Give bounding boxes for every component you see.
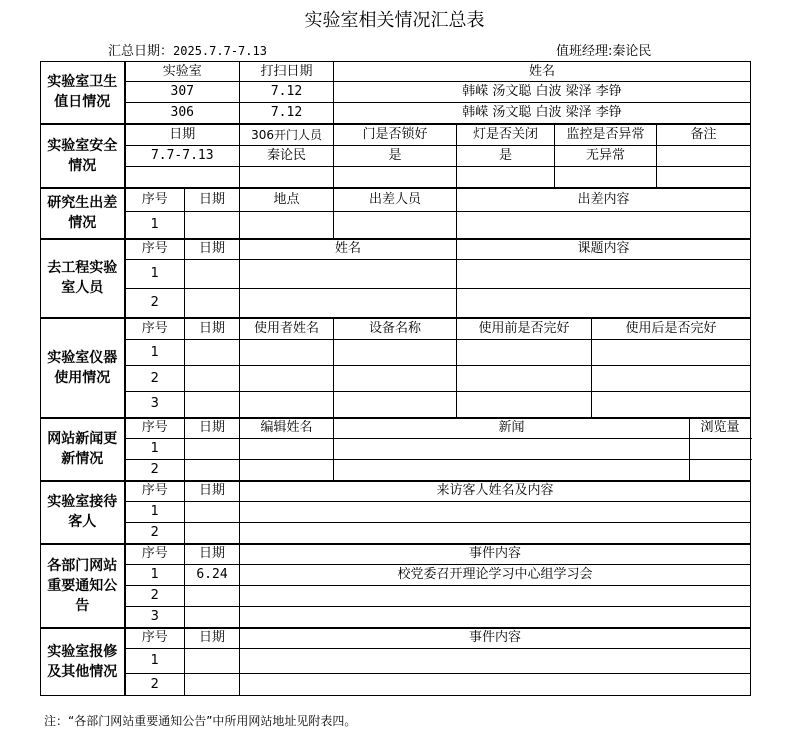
header-cell: 姓名 xyxy=(240,239,457,260)
header-cell: 序号 xyxy=(125,481,185,502)
table-row xyxy=(41,212,751,239)
index-cell: 2 xyxy=(125,460,185,481)
header-cell: 事件内容 xyxy=(240,544,751,565)
names-cell: 韩嵘 汤文聪 白波 梁泽 李铮 xyxy=(334,82,751,103)
table-row xyxy=(41,565,751,586)
index-cell: 2 xyxy=(125,674,185,696)
camera-cell: 无异常 xyxy=(555,146,657,167)
header-cell: 序号 xyxy=(125,418,185,439)
summary-date xyxy=(108,40,267,59)
header-cell: 姓名 xyxy=(334,62,751,82)
header-cell: 使用者姓名 xyxy=(240,318,334,340)
header-cell: 306开门人员 xyxy=(240,124,334,146)
table-row xyxy=(41,82,751,103)
table-row xyxy=(41,260,751,289)
summary-date-value: 2025.7.7-7.13 xyxy=(173,44,267,58)
header-cell: 使用前是否完好 xyxy=(457,318,592,340)
lab-cell: 306 xyxy=(125,103,240,124)
section-title-engineering: 去工程实验室人员 xyxy=(41,239,125,318)
header-cell: 事件内容 xyxy=(240,628,751,649)
header-cell: 新闻 xyxy=(334,418,690,439)
s9-header-row xyxy=(41,628,751,649)
table-row xyxy=(41,586,751,607)
header-cell: 序号 xyxy=(125,544,185,565)
header-cell: 设备名称 xyxy=(334,318,457,340)
header-cell: 日期 xyxy=(185,239,240,260)
table-row xyxy=(41,103,751,124)
s1-header-row xyxy=(41,62,751,82)
s4-header-row xyxy=(41,239,751,260)
section-title-safety: 实验室安全情况 xyxy=(41,124,125,188)
table-row xyxy=(41,674,751,696)
header-cell: 打扫日期 xyxy=(240,62,334,82)
index-cell: 2 xyxy=(125,586,185,607)
duty-manager-label: 值班经理: xyxy=(556,44,613,59)
table-row xyxy=(41,502,751,523)
page-title: 实验室相关情况汇总表 xyxy=(304,10,485,31)
s7-header-row xyxy=(41,481,751,502)
section-title-visitors: 实验室接待客人 xyxy=(41,481,125,544)
header-cell: 灯是否关闭 xyxy=(457,124,555,146)
index-cell: 1 xyxy=(125,340,185,366)
names-cell: 韩嵘 汤文聪 白波 梁泽 李铮 xyxy=(334,103,751,124)
header-cell: 日期 xyxy=(185,418,240,439)
table-row xyxy=(41,146,751,167)
header-cell: 日期 xyxy=(185,544,240,565)
s3-header-row xyxy=(41,188,751,212)
header-cell: 日期 xyxy=(185,188,240,212)
duty-manager xyxy=(556,40,651,59)
remark-cell xyxy=(657,146,751,167)
header-cell: 实验室 xyxy=(125,62,240,82)
opener-cell: 秦论民 xyxy=(240,146,334,167)
header-cell: 课题内容 xyxy=(457,239,751,260)
header-cell: 门是否锁好 xyxy=(334,124,457,146)
date-cell: 7.12 xyxy=(240,103,334,124)
section-title-notices: 各部门网站重要通知公告 xyxy=(41,544,125,628)
event-cell: 校党委召开理论学习中心组学习会 xyxy=(240,565,751,586)
summary-date-label: 汇总日期： xyxy=(108,44,174,59)
header-cell: 地点 xyxy=(240,188,334,212)
index-cell: 1 xyxy=(125,565,185,586)
door-cell: 是 xyxy=(334,146,457,167)
header-cell: 来访客人姓名及内容 xyxy=(240,481,751,502)
index-cell: 3 xyxy=(125,392,185,418)
duty-manager-value: 秦论民 xyxy=(612,44,652,59)
table-row xyxy=(41,649,751,674)
header-cell: 日期 xyxy=(185,628,240,649)
date-cell: 7.12 xyxy=(240,82,334,103)
table-row xyxy=(41,366,751,392)
table-row xyxy=(41,523,751,544)
index-cell: 1 xyxy=(125,502,185,523)
table-row xyxy=(41,392,751,418)
header-cell: 浏览量 xyxy=(690,418,751,439)
section-title-instruments: 实验室仪器使用情况 xyxy=(41,318,125,418)
summary-table xyxy=(40,61,751,696)
table-row xyxy=(41,340,751,366)
date-cell: 6.24 xyxy=(185,565,240,586)
index-cell: 3 xyxy=(125,607,185,628)
index-cell: 1 xyxy=(125,649,185,674)
section-title-hygiene: 实验室卫生值日情况 xyxy=(41,62,125,124)
header-cell: 监控是否异常 xyxy=(555,124,657,146)
table-row xyxy=(41,460,751,481)
index-cell: 1 xyxy=(125,439,185,460)
header-cell: 编辑姓名 xyxy=(240,418,334,439)
lab-cell: 307 xyxy=(125,82,240,103)
index-cell: 2 xyxy=(125,366,185,392)
header-cell: 序号 xyxy=(125,628,185,649)
header-cell: 使用后是否完好 xyxy=(592,318,751,340)
s6-header-row xyxy=(41,418,751,439)
header-cell: 序号 xyxy=(125,239,185,260)
header-cell: 备注 xyxy=(657,124,751,146)
header-cell: 日期 xyxy=(125,124,240,146)
header-cell: 序号 xyxy=(125,188,185,212)
index-cell: 1 xyxy=(125,260,185,289)
header-cell: 序号 xyxy=(125,318,185,340)
table-row xyxy=(41,167,751,188)
table-row xyxy=(41,607,751,628)
table-row xyxy=(41,289,751,318)
s2-header-row xyxy=(41,124,751,146)
s5-header-row xyxy=(41,318,751,340)
section-title-trips: 研究生出差情况 xyxy=(41,188,125,239)
light-cell: 是 xyxy=(457,146,555,167)
header-cell: 出差内容 xyxy=(457,188,751,212)
index-cell: 2 xyxy=(125,523,185,544)
footnote: 注：“各部门网站重要通知公告”中所用网站地址见附表四。 xyxy=(44,714,357,728)
s8-header-row xyxy=(41,544,751,565)
index-cell: 1 xyxy=(125,212,185,239)
header-cell: 日期 xyxy=(185,481,240,502)
header-cell: 日期 xyxy=(185,318,240,340)
section-title-news: 网站新闻更新情况 xyxy=(41,418,125,481)
table-row xyxy=(41,439,751,460)
index-cell: 2 xyxy=(125,289,185,318)
section-title-repairs: 实验室报修及其他情况 xyxy=(41,628,125,696)
header-cell: 出差人员 xyxy=(334,188,457,212)
date-cell: 7.7-7.13 xyxy=(125,146,240,167)
